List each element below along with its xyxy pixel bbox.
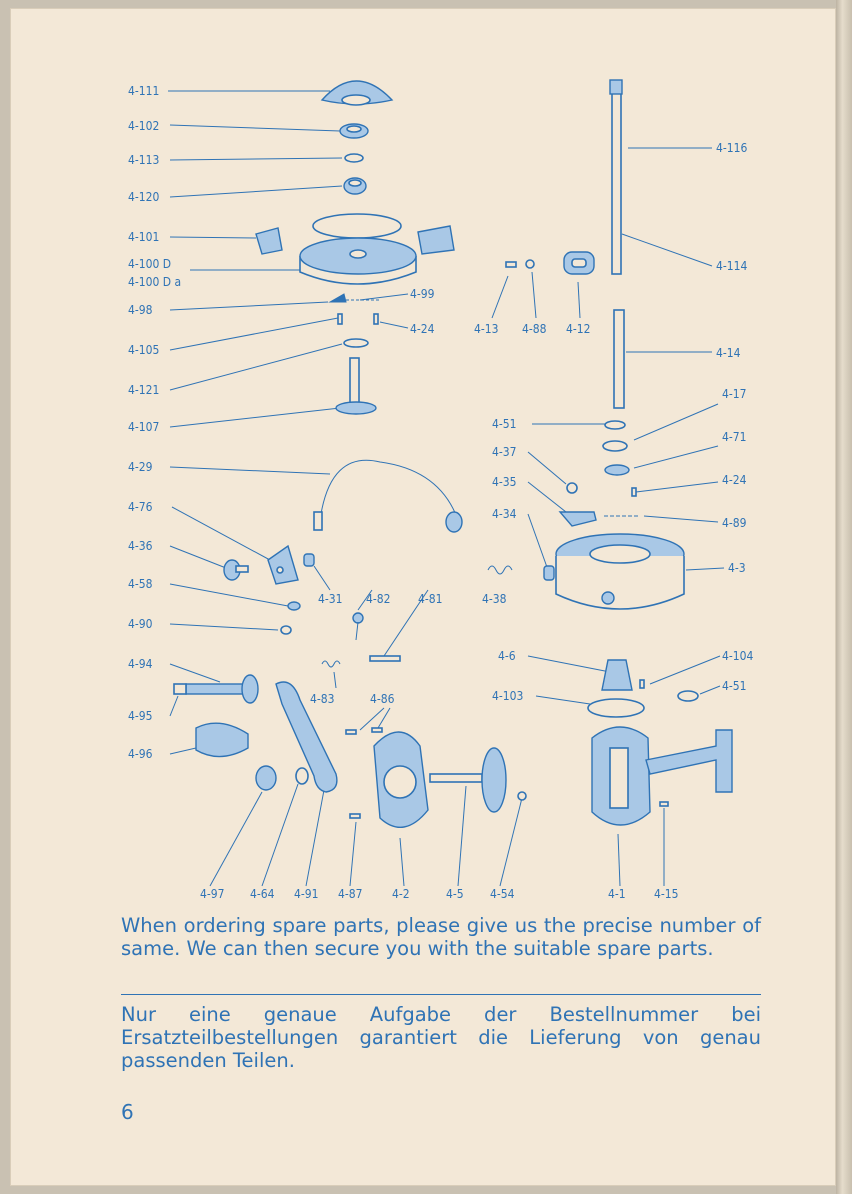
label-4-34: 4-34: [492, 507, 517, 521]
part-4-38-spring: [488, 566, 512, 574]
label-4-36: 4-36: [128, 539, 153, 553]
label-4-29: 4-29: [128, 460, 153, 474]
label-4-113: 4-113: [128, 153, 160, 167]
part-4-2-cover-plate: [374, 732, 428, 827]
label-4-91: 4-91: [294, 887, 319, 901]
part-4-120-bearing: [344, 178, 366, 194]
german-ordering-note: Nur eine genaue Aufgabe der Bestellnummer bei Ersatzteilbestellungen garantiert die Lieferung von genau passenden Teilen.: [121, 1003, 761, 1072]
label-4-116: 4-116: [716, 141, 748, 155]
part-4-24-pin-right: [632, 488, 636, 496]
label-4-24-top: 4-24: [410, 322, 435, 336]
label-4-71: 4-71: [722, 430, 747, 444]
label-4-37: 4-37: [492, 445, 517, 459]
part-4-12-clip: [564, 252, 594, 274]
label-4-64: 4-64: [250, 887, 275, 901]
label-4-90: 4-90: [128, 617, 153, 631]
part-4-116-4-114-rod: [610, 80, 622, 274]
label-4-105: 4-105: [128, 343, 160, 357]
part-4-58-part: [288, 602, 300, 610]
part-4-102-ring: [340, 124, 368, 138]
label-4-83: 4-83: [310, 692, 335, 706]
label-4-120: 4-120: [128, 190, 160, 204]
part-4-87-screw: [350, 814, 360, 818]
part-4-81-screw: [370, 656, 400, 661]
part-4-13-screw: [506, 262, 516, 267]
part-4-1-reel-body: [592, 727, 732, 825]
label-4-2: 4-2: [392, 887, 410, 901]
label-4-5: 4-5: [446, 887, 464, 901]
part-4-83-spring: [322, 661, 340, 667]
label-4-24-right: 4-24: [722, 473, 747, 487]
part-4-35-lever: [560, 512, 596, 526]
part-4-17-washer: [603, 421, 627, 451]
part-4-24-screws-top: [338, 314, 378, 324]
part-4-88-nut: [526, 260, 534, 268]
label-4-96: 4-96: [128, 747, 153, 761]
part-4-64-washer: [296, 768, 308, 784]
part-4-97-nut: [256, 766, 276, 790]
part-4-14-spindle: [614, 310, 624, 408]
label-4-102: 4-102: [128, 119, 160, 133]
part-4-105-washer: [344, 339, 368, 347]
label-4-103: 4-103: [492, 689, 524, 703]
label-4-15: 4-15: [654, 887, 679, 901]
part-4-107-shaft: [336, 358, 376, 414]
part-4-82-pin: [353, 613, 363, 640]
part-4-76-bail-bracket: [268, 546, 298, 584]
part-4-100d-rotor: [300, 214, 416, 284]
label-4-97: 4-97: [200, 887, 225, 901]
part-4-51-washer-right: [678, 691, 698, 701]
label-4-95: 4-95: [128, 709, 153, 723]
label-4-87: 4-87: [338, 887, 363, 901]
label-4-111: 4-111: [128, 84, 160, 98]
part-4-86-screws: [346, 728, 382, 734]
label-4-98: 4-98: [128, 303, 153, 317]
label-4-13: 4-13: [474, 322, 499, 336]
label-4-3: 4-3: [728, 561, 746, 575]
label-4-51-right: 4-51: [722, 679, 747, 693]
label-4-100da: 4-100 D a: [128, 275, 182, 289]
part-4-54-gear: [482, 748, 526, 812]
part-4-71-washer: [605, 465, 629, 475]
page-number: 6: [121, 1100, 134, 1124]
part-4-96-handle-knob: [196, 723, 248, 756]
part-4-37-screw: [567, 483, 577, 493]
label-4-86: 4-86: [370, 692, 395, 706]
part-4-113-washer: [345, 154, 363, 162]
label-4-81: 4-81: [418, 592, 443, 606]
label-4-1: 4-1: [608, 887, 626, 901]
part-4-36-knob: [224, 560, 248, 580]
label-4-100d: 4-100 D: [128, 257, 172, 271]
part-4-6-pinion: [602, 660, 632, 690]
label-4-121: 4-121: [128, 383, 160, 397]
label-4-38: 4-38: [482, 592, 507, 606]
part-4-3-spool: [556, 534, 684, 609]
label-4-107: 4-107: [128, 420, 160, 434]
part-4-5-drive-shaft: [430, 774, 482, 782]
label-4-12: 4-12: [566, 322, 591, 336]
part-4-29-bail-wire: [314, 460, 462, 532]
label-4-31: 4-31: [318, 592, 343, 606]
part-4-34-clip: [544, 566, 554, 580]
divider-line: [121, 994, 761, 995]
english-ordering-note: When ordering spare parts, please give us the precise number of same. We can then secure you with the suitable spare parts.: [121, 914, 761, 960]
label-4-88: 4-88: [522, 322, 547, 336]
label-4-101: 4-101: [128, 230, 160, 244]
label-4-94: 4-94: [128, 657, 153, 671]
label-4-76: 4-76: [128, 500, 153, 514]
label-4-58: 4-58: [128, 577, 153, 591]
part-4-103-washer: [588, 699, 644, 717]
part-4-104-pin: [640, 680, 644, 688]
part-4-15-screw: [660, 802, 668, 806]
part-4-94-handle-shaft: [186, 675, 258, 703]
label-4-14: 4-14: [716, 346, 741, 360]
label-4-89: 4-89: [722, 516, 747, 530]
label-4-51-left: 4-51: [492, 417, 517, 431]
label-4-6: 4-6: [498, 649, 516, 663]
label-4-99: 4-99: [410, 287, 435, 301]
label-4-104: 4-104: [722, 649, 754, 663]
part-4-111-cap: [322, 81, 392, 105]
part-4-95-screw: [174, 684, 186, 694]
label-4-54: 4-54: [490, 887, 515, 901]
label-4-114: 4-114: [716, 259, 748, 273]
label-4-82: 4-82: [366, 592, 391, 606]
label-4-35: 4-35: [492, 475, 517, 489]
part-4-31-roller: [304, 554, 314, 566]
part-4-90-part: [281, 626, 291, 634]
label-4-17: 4-17: [722, 387, 747, 401]
